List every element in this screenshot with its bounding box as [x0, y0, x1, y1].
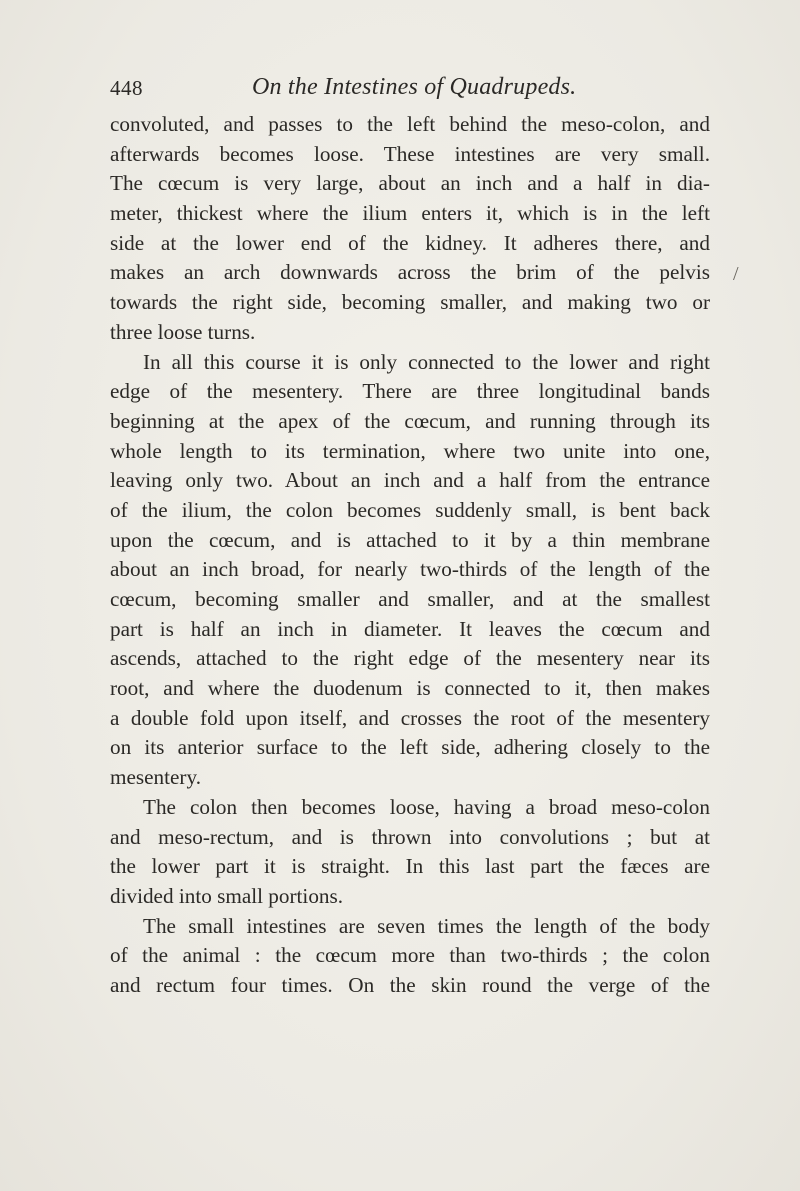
- text-line: three loose turns.: [110, 319, 256, 344]
- running-head: On the Intestines of Quadrupeds.: [252, 74, 577, 100]
- text-line: about an inch broad, for nearly two-thirds of the length of the: [110, 557, 710, 582]
- text-line: edge of the mesentery. There are three longitudinal bands: [110, 379, 710, 404]
- text-line: The colon then becomes loose, having a broad meso-colon: [143, 794, 710, 819]
- text-line: divided into small portions.: [110, 883, 344, 908]
- text-line: upon the cœcum, and is attached to it by a thin membrane: [110, 527, 710, 552]
- text-line: makes an arch downwards across the brim of the pelvis: [110, 260, 710, 285]
- text-line: root, and where the duodenum is connected to it, then makes: [110, 676, 710, 701]
- text-line: afterwards becomes loose. These intestines are very small.: [110, 141, 710, 166]
- page-number: 448: [110, 76, 143, 100]
- text-line: towards the right side, becoming smaller, and making two or: [110, 290, 710, 315]
- text-line: The cœcum is very large, about an inch and a half in dia-: [110, 171, 710, 196]
- text-line: beginning at the apex of the cœcum, and running through its: [110, 408, 710, 433]
- text-line: and rectum four times. On the skin round the verge of the: [110, 972, 710, 997]
- text-line: whole length to its termination, where two unite into one,: [110, 438, 710, 463]
- text-line: leaving only two. About an inch and a half from the entrance: [110, 468, 710, 493]
- text-line: on its anterior surface to the left side, adhering closely to the: [110, 735, 710, 760]
- text-line: a double fold upon itself, and crosses the root of the mesentery: [110, 705, 710, 730]
- text-line: meter, thickest where the ilium enters it, which is in the left: [110, 201, 710, 226]
- margin-mark: /: [733, 263, 739, 285]
- text-line: In all this course it is only connected to the lower and right: [143, 349, 710, 374]
- text-line: The small intestines are seven times the length of the body: [143, 913, 710, 938]
- text-line: convoluted, and passes to the left behind the meso-colon, and: [110, 112, 710, 136]
- text-line: part is half an inch in diameter. It leaves the cœcum and: [110, 616, 710, 641]
- text-line: side at the lower end of the kidney. It adheres there, and: [110, 230, 710, 255]
- body-text: [110, 110, 710, 1001]
- text-line: the lower part it is straight. In this last part the fæces are: [110, 854, 710, 879]
- text-line: cœcum, becoming smaller and smaller, and at the smallest: [110, 587, 710, 611]
- text-line: of the animal : the cœcum more than two-thirds ; the colon: [110, 943, 710, 968]
- page-header: [110, 76, 710, 108]
- text-line: of the ilium, the colon becomes suddenly small, is bent back: [110, 497, 710, 522]
- text-line: ascends, attached to the right edge of the mesentery near its: [110, 646, 710, 671]
- text-line: mesentery.: [110, 765, 201, 790]
- text-line: and meso-rectum, and is thrown into convolutions ; but at: [110, 824, 710, 849]
